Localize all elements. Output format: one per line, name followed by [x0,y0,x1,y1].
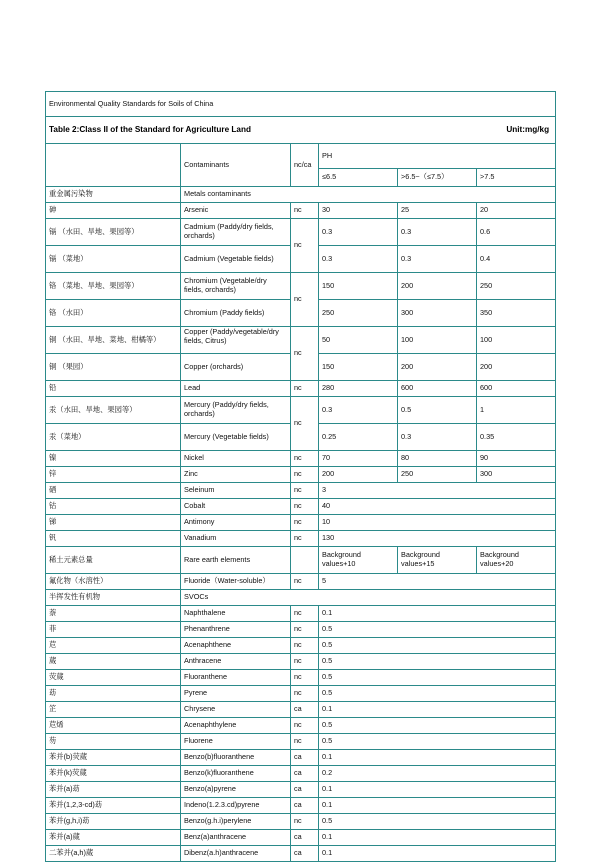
row-ph1: Background values+10 [319,547,398,574]
row-ncca: ca [291,766,319,782]
row-label-en: Nickel [181,451,291,467]
row-value-all-ph: 0.1 [319,846,556,862]
row-label-cn: 铜 （水田、旱地、菜地、柑橘等） [46,327,181,354]
row-ncca: ca [291,830,319,846]
soil-standards-table-container [45,91,555,862]
row-ncca: nc [291,606,319,622]
table-subtitle-row [46,117,556,144]
table-row [46,574,556,590]
section-header-svocs [46,590,556,606]
row-ncca: nc [291,451,319,467]
row-ph3: 300 [477,467,556,483]
row-label-cn: 荧蒇 [46,670,181,686]
row-label-en: Rare earth elements [181,547,291,574]
row-ph1: 250 [319,300,398,327]
row-label-en: Phenanthrene [181,622,291,638]
table-row [46,686,556,702]
row-value-all-ph: 130 [319,531,556,547]
row-label-en: Copper (Paddy/vegetable/dry fields, Citrus) [184,327,279,345]
table-row [46,606,556,622]
subtitle-text: Table 2:Class II of the Standard for Agriculture Land [49,125,251,134]
row-label-en: Vanadium [181,531,291,547]
row-ph2: 250 [398,467,477,483]
row-value-all-ph: 40 [319,499,556,515]
row-label-cn: 汞（菜地） [46,424,181,451]
header-ph-high: >7.5 [477,169,556,187]
table-row [46,638,556,654]
table-row [46,499,556,515]
row-ncca: nc [291,499,319,515]
row-value-all-ph: 0.5 [319,670,556,686]
row-ncca: nc [291,638,319,654]
row-label-cn: 铅 [46,381,181,397]
row-ncca: nc [291,718,319,734]
row-ncca: nc [291,654,319,670]
row-label-en: Acenaphthylene [181,718,291,734]
row-ncca: nc [291,219,319,273]
section-header-metals [46,187,556,203]
row-label-cn: 苭 [46,686,181,702]
row-ncca: nc [291,686,319,702]
row-ph3: 200 [477,354,556,381]
header-contaminants: Contaminants [181,144,291,187]
row-label-en: Arsenic [181,203,291,219]
row-ph3: 350 [477,300,556,327]
row-ph3: 0.6 [477,219,556,246]
table-row [46,830,556,846]
row-ncca: nc [291,467,319,483]
row-ncca: ca [291,702,319,718]
table-row [46,814,556,830]
header-ph-low: ≤6.5 [319,169,398,187]
row-ph2: 100 [398,327,477,354]
row-ncca: nc [291,273,319,327]
table-row [46,327,556,354]
row-value-all-ph: 0.1 [319,606,556,622]
row-value-all-ph: 10 [319,515,556,531]
table-row [46,702,556,718]
row-ncca: nc [291,670,319,686]
table-row [46,766,556,782]
row-label-cn: 苊烯 [46,718,181,734]
row-ph2: 200 [398,354,477,381]
table-row [46,750,556,766]
row-label-cn: 硒 [46,483,181,499]
row-label-en: Anthracene [181,654,291,670]
row-label-cn: 苯并(1,2,3-cd)苭 [46,798,181,814]
row-label-en: Zinc [181,467,291,483]
row-ph1: 0.3 [319,397,398,424]
table-row [46,718,556,734]
section-label-en-svocs: SVOCs [181,590,556,606]
row-ph2: 0.5 [398,397,477,424]
row-ph2: 0.3 [398,424,477,451]
table-row [46,846,556,862]
row-label-cn: 氟化物（水溶性） [46,574,181,590]
row-ph2: 0.3 [398,219,477,246]
row-ph3: 250 [477,273,556,300]
table-row [46,483,556,499]
row-value-all-ph: 0.1 [319,750,556,766]
table-row [46,798,556,814]
row-ph2: 80 [398,451,477,467]
row-label-cn: 砷 [46,203,181,219]
row-ncca: ca [291,782,319,798]
header-row-primary [46,144,556,169]
row-value-all-ph: 0.5 [319,622,556,638]
row-label-cn: 铜 （果园） [46,354,181,381]
row-label-cn: 芴 [46,734,181,750]
row-ph2: 300 [398,300,477,327]
row-ph3: 0.35 [477,424,556,451]
row-label-en: Fluoride（Water-soluble） [181,574,291,590]
row-ncca: ca [291,798,319,814]
row-ncca: nc [291,381,319,397]
row-ncca: nc [291,397,319,451]
table-row [46,219,556,246]
row-ph2: 0.3 [398,246,477,273]
row-label-cn: 二苯并(a,h)蒇 [46,846,181,862]
row-ph1: 280 [319,381,398,397]
unit-label: Unit:mg/kg [506,125,550,134]
row-ph3: 600 [477,381,556,397]
table-row [46,381,556,397]
row-value-all-ph: 0.5 [319,686,556,702]
row-ncca: nc [291,483,319,499]
row-label-en: Chromium (Paddy fields) [181,300,291,327]
table-row [46,782,556,798]
row-ncca: nc [291,327,319,381]
row-label-cn: 菲 [46,622,181,638]
row-label-cn: 汞（水田、旱地、果园等） [46,397,181,424]
row-ph1: 0.3 [319,246,398,273]
row-value-all-ph: 0.2 [319,766,556,782]
row-ncca: nc [291,531,319,547]
row-label-en: Cobalt [181,499,291,515]
header-blank-cell [46,144,181,187]
table-row [46,654,556,670]
row-ph1: 50 [319,327,398,354]
row-value-all-ph: 0.5 [319,718,556,734]
table-row [46,622,556,638]
row-value-all-ph: 5 [319,574,556,590]
row-value-all-ph: 0.1 [319,702,556,718]
row-ph1: 70 [319,451,398,467]
row-value-all-ph: 0.5 [319,734,556,750]
row-ncca: nc [291,203,319,219]
row-ph3: 1 [477,397,556,424]
row-label-cn: 钒 [46,531,181,547]
table-title-row [46,92,556,117]
row-label-en: Benzo(k)fluoranthene [181,766,291,782]
row-label-cn: 苯并(b)荧蒇 [46,750,181,766]
row-label-cn: 苯并(a)蒇 [46,830,181,846]
row-ph2: 600 [398,381,477,397]
row-label-en: Fluorene [181,734,291,750]
row-ncca: nc [291,574,319,590]
section-label-en-metals: Metals contaminants [181,187,556,203]
table-row [46,531,556,547]
row-label-en: Fluoranthene [181,670,291,686]
table-row [46,451,556,467]
row-label-en: Chromium (Vegetable/dry fields, orchards) [181,273,291,300]
row-value-all-ph: 0.1 [319,782,556,798]
row-ph1: 150 [319,354,398,381]
row-label-cn: 蒇 [46,654,181,670]
row-ncca: ca [291,846,319,862]
row-label-cn: 镍 [46,451,181,467]
row-label-en: Seleinum [181,483,291,499]
row-label-cn: 萘 [46,606,181,622]
row-label-en: Indeno(1.2.3.cd)pyrene [181,798,291,814]
header-ncca: nc/ca [291,144,319,187]
row-label-en: Benzo(b)fluoranthene [181,750,291,766]
row-ph2: 200 [398,273,477,300]
row-value-all-ph: 0.1 [319,830,556,846]
row-ph2: 25 [398,203,477,219]
row-ph1: 150 [319,273,398,300]
row-label-en: Cadmium (Paddy/dry fields, orchards) [181,219,291,246]
row-ncca: nc [291,734,319,750]
row-label-en: Chrysene [181,702,291,718]
row-label-cn: 锑 [46,515,181,531]
table-row [46,397,556,424]
row-label-cn: 苯并(g,h,i)苭 [46,814,181,830]
row-label-en: Benzo(g.h.i)perylene [181,814,291,830]
row-label-en: Copper (orchards) [181,354,291,381]
section-label-cn-metals: 重金属污染物 [46,187,181,203]
row-ph3: 100 [477,327,556,354]
header-ph-mid: >6.5~（≤7.5） [398,169,477,187]
row-label-en: Mercury (Paddy/dry fields, orchards) [181,397,291,424]
soil-standards-table [45,91,556,862]
row-label-en: Mercury (Vegetable fields) [181,424,291,451]
row-ncca: nc [291,622,319,638]
row-label-en: Cadmium (Vegetable fields) [181,246,291,273]
row-ph1: 200 [319,467,398,483]
row-ph3: Background values+20 [477,547,556,574]
row-value-all-ph: 0.1 [319,798,556,814]
table-row [46,203,556,219]
row-label-en: Naphthalene [181,606,291,622]
row-label-en: Dibenz(a.h)anthracene [181,846,291,862]
main-title: Environmental Quality Standards for Soils of China [46,92,556,117]
table-row [46,467,556,483]
row-ph3: 20 [477,203,556,219]
row-value-all-ph: 0.5 [319,814,556,830]
row-label-cn: 锌 [46,467,181,483]
row-label-en: Antimony [181,515,291,531]
row-ncca: nc [291,814,319,830]
table-row [46,515,556,531]
row-label-cn: 稀土元素总量 [46,547,181,574]
row-ph3: 90 [477,451,556,467]
row-label-cn: 苯并(k)荧蒇 [46,766,181,782]
row-ncca: ca [291,750,319,766]
row-label-en: Pyrene [181,686,291,702]
row-label-cn: 镉 （菜地） [46,246,181,273]
row-value-all-ph: 0.5 [319,654,556,670]
table-row [46,273,556,300]
row-label-cn: 钴 [46,499,181,515]
row-label-cn: 苊 [46,638,181,654]
row-label-cn: 铬 （水田） [46,300,181,327]
row-ncca: nc [291,515,319,531]
row-ncca [291,547,319,574]
row-label-cn: 铬 （菜地、旱地、果园等） [46,273,181,300]
row-label-en: Benzo(a)pyrene [181,782,291,798]
row-ph2: Background values+15 [398,547,477,574]
row-ph3: 0.4 [477,246,556,273]
row-ph1: 30 [319,203,398,219]
row-label-en: Acenaphthene [181,638,291,654]
row-label-cn: 䇛 [46,702,181,718]
row-ph1: 0.3 [319,219,398,246]
header-ph-group: PH [319,144,556,169]
row-label-en-container [181,327,291,354]
section-label-cn-svocs: 半挥发性有机物 [46,590,181,606]
row-value-all-ph: 0.5 [319,638,556,654]
row-ph1: 0.25 [319,424,398,451]
table-row [46,547,556,574]
row-label-cn: 镉 （水田、旱地、果园等） [46,219,181,246]
row-label-cn: 苯并(a)苭 [46,782,181,798]
table-row [46,734,556,750]
row-label-en: Benz(a)anthracene [181,830,291,846]
row-value-all-ph: 3 [319,483,556,499]
row-label-en: Lead [181,381,291,397]
table-row [46,670,556,686]
subtitle-cell [46,117,556,144]
